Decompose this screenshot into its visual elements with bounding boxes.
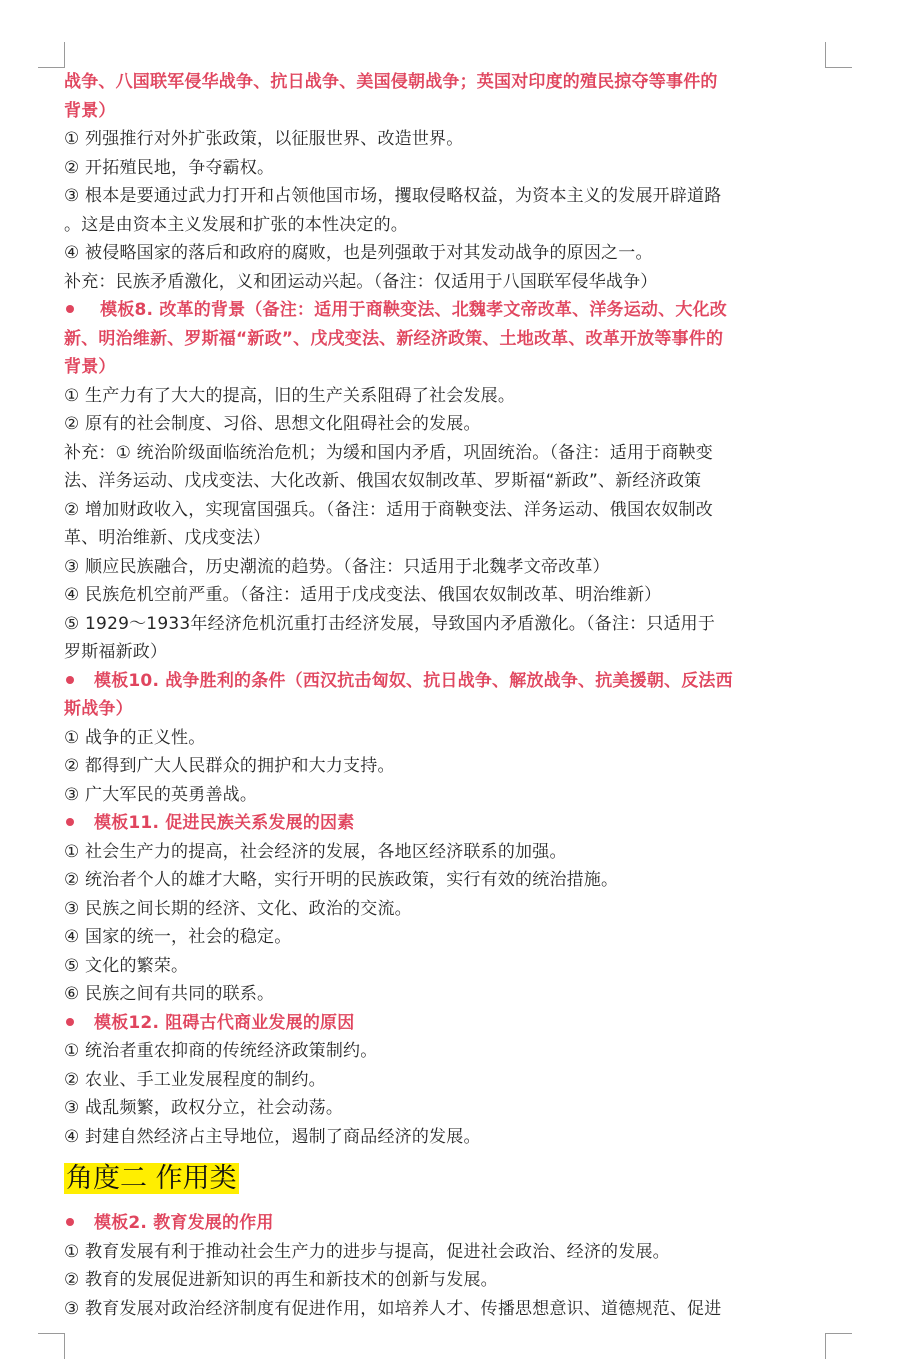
section-heading bbox=[64, 1161, 834, 1197]
line-text: ③ 教育发展对政治经济制度有促进作用，如培养人才、传播思想意识、道德规范、促进 bbox=[64, 1298, 722, 1319]
bullet-icon bbox=[66, 1018, 74, 1026]
text-line bbox=[64, 268, 834, 297]
text-line bbox=[64, 467, 834, 496]
text-line bbox=[64, 1238, 834, 1267]
line-text: ③ 广大军民的英勇善战。 bbox=[64, 784, 258, 805]
line-text: 补充：民族矛盾激化，义和团运动兴起。（备注：仅适用于八国联军侵华战争） bbox=[64, 271, 658, 292]
text-line bbox=[64, 211, 834, 240]
text-line bbox=[64, 182, 834, 211]
line-text: 法、洋务运动、戊戌变法、大化改新、俄国农奴制改革、罗斯福“新政”、新经济政策 bbox=[64, 471, 702, 491]
text-line bbox=[64, 97, 834, 126]
text-line bbox=[64, 752, 834, 781]
crop-mark bbox=[826, 1333, 852, 1334]
bullet-icon bbox=[66, 305, 74, 313]
text-line bbox=[64, 1066, 834, 1095]
text-line bbox=[64, 353, 834, 382]
document-page bbox=[64, 68, 834, 1323]
line-text: ① 生产力有了大大的提高，旧的生产关系阻碍了社会发展。 bbox=[64, 385, 516, 406]
line-text: ② 原有的社会制度、习俗、思想文化阻碍社会的发展。 bbox=[64, 414, 481, 434]
text-line bbox=[64, 695, 834, 724]
text-line bbox=[64, 638, 834, 667]
bullet-icon bbox=[66, 676, 74, 684]
line-text: 战争、八国联军侵华战争、抗日战争、美国侵朝战争；英国对印度的殖民掠夺等事件的 bbox=[64, 72, 718, 92]
line-text: ⑥ 民族之间有共同的联系。 bbox=[64, 984, 275, 1004]
template-heading bbox=[64, 809, 834, 838]
section-heading-text: 角度二 作用类 bbox=[66, 1163, 237, 1194]
text-line bbox=[64, 524, 834, 553]
bullet-icon bbox=[66, 818, 74, 826]
text-line bbox=[64, 781, 834, 810]
line-text: 革、明治维新、戊戌变法） bbox=[64, 528, 271, 548]
text-line bbox=[64, 1037, 834, 1066]
line-text: ⑤ 文化的繁荣。 bbox=[64, 955, 189, 976]
text-line bbox=[64, 610, 834, 639]
line-text: ④ 封建自然经济占主导地位，遏制了商品经济的发展。 bbox=[64, 1126, 481, 1147]
text-line bbox=[64, 410, 834, 439]
text-line bbox=[64, 895, 834, 924]
line-text: ② 都得到广大人民群众的拥护和大力支持。 bbox=[64, 756, 395, 776]
text-line bbox=[64, 382, 834, 411]
document-body-continued bbox=[64, 1209, 834, 1323]
line-text: ④ 被侵略国家的落后和政府的腐败，也是列强敢于对其发动战争的原因之一。 bbox=[64, 243, 653, 263]
text-line bbox=[64, 980, 834, 1009]
template-heading bbox=[64, 1209, 834, 1238]
text-line bbox=[64, 724, 834, 753]
text-line bbox=[64, 1094, 834, 1123]
text-line bbox=[64, 125, 834, 154]
line-text: 模板8. 改革的背景（备注：适用于商鞅变法、北魏孝文帝改革、洋务运动、大化改 bbox=[94, 300, 727, 320]
template-heading bbox=[64, 1009, 834, 1038]
text-line bbox=[64, 581, 834, 610]
line-text: 罗斯福新政） bbox=[64, 642, 168, 662]
text-line bbox=[64, 1266, 834, 1295]
text-line bbox=[64, 496, 834, 525]
text-line bbox=[64, 1295, 834, 1324]
text-line bbox=[64, 866, 834, 895]
line-text: ① 列强推行对外扩张政策，以征服世界、改造世界。 bbox=[64, 129, 464, 149]
line-text: 背景） bbox=[64, 100, 116, 121]
text-line bbox=[64, 952, 834, 981]
line-text: ③ 顺应民族融合，历史潮流的趋势。（备注：只适用于北魏孝文帝改革） bbox=[64, 556, 610, 577]
line-text: ④ 国家的统一，社会的稳定。 bbox=[64, 927, 292, 947]
line-text: ① 教育发展有利于推动社会生产力的进步与提高，促进社会政治、经济的发展。 bbox=[64, 1241, 670, 1262]
line-text: ③ 民族之间长期的经济、文化、政治的交流。 bbox=[64, 898, 412, 919]
line-text: ④ 民族危机空前严重。（备注：适用于戊戌变法、俄国农奴制改革、明治维新） bbox=[64, 585, 662, 605]
line-text: ② 统治者个人的雄才大略，实行开明的民族政策，实行有效的统治措施。 bbox=[64, 870, 619, 890]
line-text: 模板10. 战争胜利的条件（西汉抗击匈奴、抗日战争、解放战争、抗美援朝、反法西 bbox=[94, 670, 733, 691]
line-text: 。这是由资本主义发展和扩张的本性决定的。 bbox=[64, 214, 408, 235]
bullet-icon bbox=[66, 1218, 74, 1226]
line-text: ③ 战乱频繁，政权分立，社会动荡。 bbox=[64, 1098, 344, 1118]
crop-mark bbox=[825, 1333, 826, 1359]
line-text: 斯战争） bbox=[64, 699, 133, 719]
crop-mark bbox=[38, 1333, 64, 1334]
line-text: ② 教育的发展促进新知识的再生和新技术的创新与发展。 bbox=[64, 1270, 498, 1290]
template-heading bbox=[64, 296, 834, 325]
text-line bbox=[64, 325, 834, 354]
text-line bbox=[64, 239, 834, 268]
crop-mark bbox=[64, 1333, 65, 1359]
text-line bbox=[64, 154, 834, 183]
line-text: ① 统治者重农抑商的传统经济政策制约。 bbox=[64, 1041, 378, 1061]
line-text: ② 农业、手工业发展程度的制约。 bbox=[64, 1069, 326, 1090]
line-text: ① 社会生产力的提高，社会经济的发展，各地区经济联系的加强。 bbox=[64, 841, 567, 862]
line-text: ② 开拓殖民地，争夺霸权。 bbox=[64, 157, 275, 178]
crop-mark bbox=[64, 42, 65, 68]
crop-mark bbox=[825, 42, 826, 68]
line-text: ② 增加财政收入，实现富国强兵。（备注：适用于商鞅变法、洋务运动、俄国农奴制改 bbox=[64, 499, 713, 520]
line-text: 新、明治维新、罗斯福“新政”、戊戌变法、新经济政策、土地改革、改革开放等事件的 bbox=[64, 328, 724, 349]
line-text: 模板12. 阻碍古代商业发展的原因 bbox=[94, 1012, 355, 1033]
line-text: ① 战争的正义性。 bbox=[64, 727, 206, 748]
line-text: 模板11. 促进民族关系发展的因素 bbox=[94, 813, 355, 833]
text-line bbox=[64, 1123, 834, 1152]
text-line bbox=[64, 68, 834, 97]
text-line bbox=[64, 553, 834, 582]
line-text: 模板2. 教育发展的作用 bbox=[94, 1213, 274, 1233]
line-text: ③ 根本是要通过武力打开和占领他国市场，攫取侵略权益，为资本主义的发展开辟道路 bbox=[64, 186, 722, 206]
text-line bbox=[64, 439, 834, 468]
template-heading bbox=[64, 667, 834, 696]
crop-mark bbox=[38, 67, 64, 68]
line-text: 补充：① 统治阶级面临统治危机；为缓和国内矛盾，巩固统治。（备注：适用于商鞅变 bbox=[64, 442, 713, 463]
line-text: 背景） bbox=[64, 357, 116, 377]
text-line bbox=[64, 838, 834, 867]
document-body bbox=[64, 68, 834, 1151]
text-line bbox=[64, 923, 834, 952]
line-text: ⑤ 1929～1933年经济危机沉重打击经济发展，导致国内矛盾激化。（备注：只适用于 bbox=[64, 613, 716, 634]
